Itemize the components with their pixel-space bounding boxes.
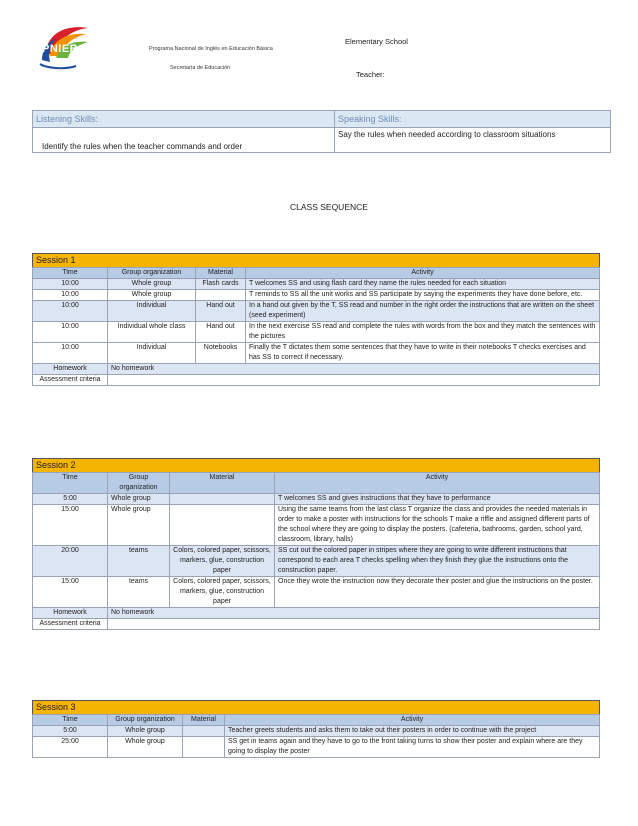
- cell-group: Individual: [108, 343, 196, 364]
- cell-group: Whole group: [108, 726, 183, 737]
- header-time: Time: [33, 473, 108, 494]
- logo-text: PNIEB: [42, 43, 79, 55]
- cell-material: [170, 494, 275, 505]
- table-row: [33, 279, 600, 290]
- session-3: [32, 700, 600, 758]
- table-row: [33, 737, 600, 758]
- cell-time: 10:00: [33, 322, 108, 343]
- table-row: [33, 726, 600, 737]
- header-material: Material: [183, 715, 225, 726]
- cell-material: Hand out: [196, 301, 246, 322]
- table-row: [33, 343, 600, 364]
- pnieb-logo: [36, 20, 100, 72]
- header-time: Time: [33, 715, 108, 726]
- header-activity: Activity: [275, 473, 600, 494]
- cell-activity: Once they wrote the instruction now they decorate their poster and glue the instructions on the poster.: [275, 577, 600, 608]
- homework-row: [33, 364, 600, 375]
- secretaria-name: Secretaría de Educación: [170, 65, 231, 71]
- homework-label: Homework: [33, 608, 108, 619]
- session-1-title: Session 1: [32, 253, 600, 267]
- session-2: [32, 458, 600, 630]
- assessment-label: Assessment criteria: [33, 619, 108, 630]
- cell-activity: In a hand out given by the T, SS read and number in the right order the instructions that are written on the sheet (seed experiment): [246, 301, 600, 322]
- cell-activity: Finally the T dictates them some sentences that they have to write in their notebooks T checks exercises and has SS to correct if necessary.: [246, 343, 600, 364]
- cell-activity: T reminds to SS all the unit works and SS participate by saying the experiments they have done before, etc.: [246, 290, 600, 301]
- cell-activity: T welcomes SS and using flash card they name the rules needed for each situation: [246, 279, 600, 290]
- table-row: [33, 494, 600, 505]
- cell-material: [196, 290, 246, 301]
- cell-group: Whole group: [108, 494, 170, 505]
- class-sequence-title: CLASS SEQUENCE: [290, 202, 368, 212]
- table-row: [33, 546, 600, 577]
- school-label: Elementary School: [345, 37, 408, 46]
- header-group: Group organization: [108, 715, 183, 726]
- session-2-title: Session 2: [32, 458, 600, 472]
- cell-time: 20:00: [33, 546, 108, 577]
- cell-material: Colors, colored paper, scissors, markers, glue, construction paper: [170, 577, 275, 608]
- cell-time: 10:00: [33, 279, 108, 290]
- cell-material: [183, 726, 225, 737]
- header-time: Time: [33, 268, 108, 279]
- cell-time: 10:00: [33, 301, 108, 322]
- cell-activity: Teacher greets students and asks them to take out their posters in order to continue with the project: [225, 726, 600, 737]
- cell-material: Flash cards: [196, 279, 246, 290]
- homework-row: [33, 608, 600, 619]
- table-row: [33, 322, 600, 343]
- cell-group: teams: [108, 577, 170, 608]
- assessment-label: Assessment criteria: [33, 375, 108, 386]
- cell-group: Whole group: [108, 279, 196, 290]
- assessment-row: [33, 375, 600, 386]
- cell-time: 15:00: [33, 577, 108, 608]
- header-group: Group organization: [108, 473, 170, 494]
- assessment-row: [33, 619, 600, 630]
- skills-table: [32, 110, 610, 153]
- header-material: Material: [196, 268, 246, 279]
- cell-time: 25:00: [33, 737, 108, 758]
- cell-group: Individual whole class: [108, 322, 196, 343]
- cell-material: [170, 505, 275, 546]
- cell-material: Notebooks: [196, 343, 246, 364]
- homework-label: Homework: [33, 364, 108, 375]
- cell-time: 5:00: [33, 726, 108, 737]
- cell-activity: SS get in teams again and they have to go to the front taking turns to show their poster and explain where are they going to display the poster: [225, 737, 600, 758]
- assessment-value: [108, 619, 600, 630]
- table-row: [33, 505, 600, 546]
- header-group: Group organization: [108, 268, 196, 279]
- session-1: [32, 253, 600, 386]
- cell-activity: In the next exercise SS read and complete the rules with words from the box and they match the sentences with the pictures: [246, 322, 600, 343]
- table-row: [33, 577, 600, 608]
- cell-material: Hand out: [196, 322, 246, 343]
- session-3-title: Session 3: [32, 700, 600, 714]
- cell-time: 15:00: [33, 505, 108, 546]
- listening-label: Listening Skills:: [33, 111, 335, 128]
- cell-time: 5:00: [33, 494, 108, 505]
- header-activity: Activity: [225, 715, 600, 726]
- cell-activity: T welcomes SS and gives instructions that they have to performance: [275, 494, 600, 505]
- table-row: [33, 301, 600, 322]
- header-material: Material: [170, 473, 275, 494]
- assessment-value: [108, 375, 600, 386]
- cell-activity: SS cut out the colored paper in stripes where they are going to write different instructions that correspond to each area T checks spelling when they finish they glue the instructions onto the construction paper.: [275, 546, 600, 577]
- homework-value: No homework: [108, 364, 600, 375]
- header-activity: Activity: [246, 268, 600, 279]
- cell-material: [183, 737, 225, 758]
- speaking-text: Say the rules when needed according to classroom situations: [335, 128, 611, 153]
- table-row: [33, 290, 600, 301]
- cell-time: 10:00: [33, 290, 108, 301]
- cell-time: 10:00: [33, 343, 108, 364]
- cell-activity: Using the same teams from the last class T organize the class and provides the needed materials in order to make a poster with instructions for the schools T make a riffle and assigned different parts of the school where they are going to display the posters. (cafeteria, bathrooms, garden, school yard, classroom, library, halls): [275, 505, 600, 546]
- speaking-label: Speaking Skills:: [335, 111, 611, 128]
- cell-group: teams: [108, 546, 170, 577]
- cell-material: Colors, colored paper, scissors, markers, glue, construction paper: [170, 546, 275, 577]
- teacher-label: Teacher:: [356, 70, 385, 79]
- program-name: Programa Nacional de Inglés en Educación Básica: [149, 46, 273, 52]
- cell-group: Whole group: [108, 737, 183, 758]
- cell-group: Whole group: [108, 290, 196, 301]
- homework-value: No homework: [108, 608, 600, 619]
- listening-text: Identify the rules when the teacher commands and order: [33, 128, 335, 153]
- cell-group: Individual: [108, 301, 196, 322]
- cell-group: Whole group: [108, 505, 170, 546]
